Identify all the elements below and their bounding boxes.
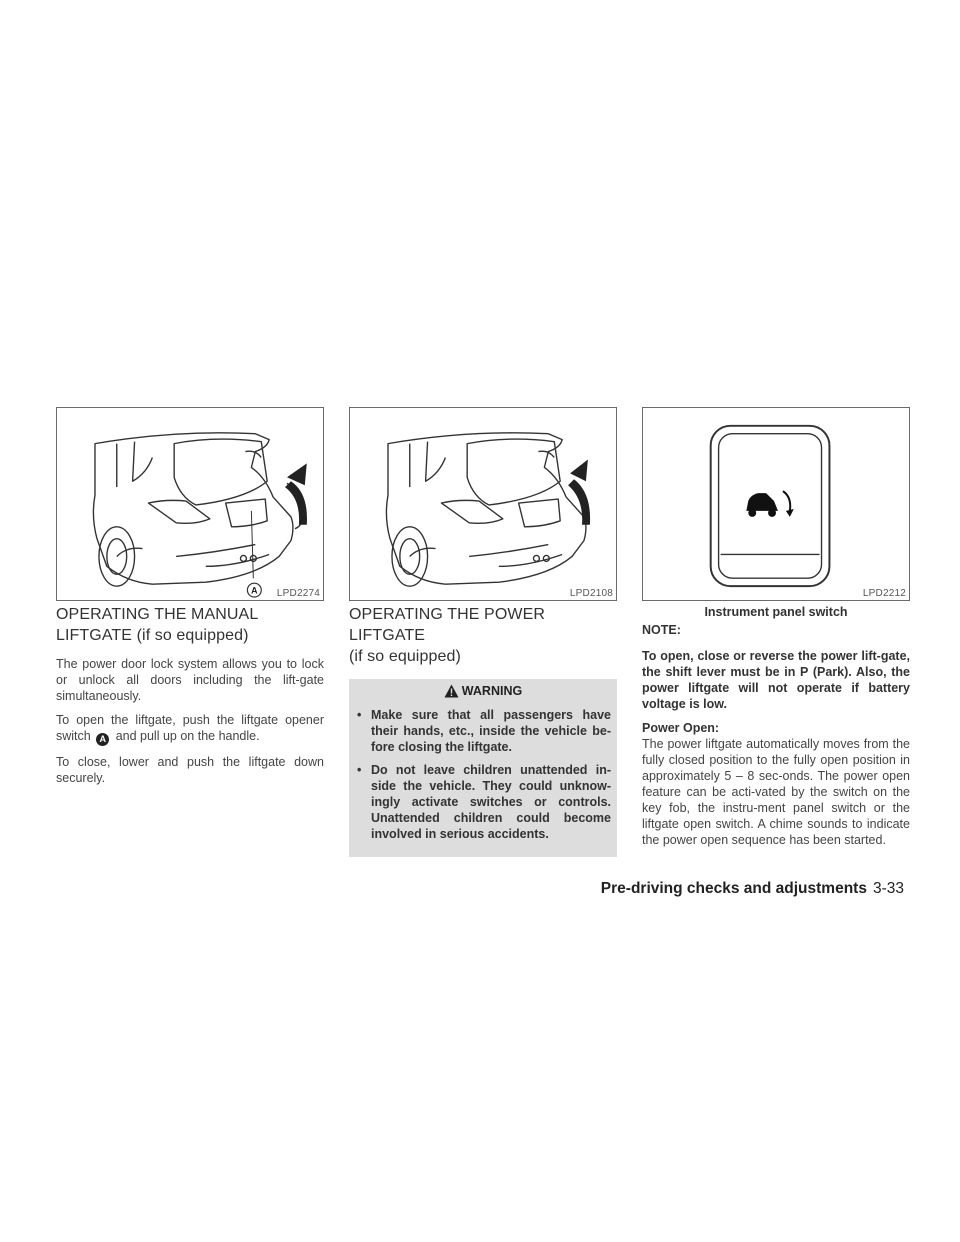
warning-item: • Make sure that all passengers have their hands, etc., inside the vehicle be-fore closing the liftgate. xyxy=(357,708,611,754)
figure-manual-liftgate xyxy=(56,407,324,601)
figure-power-liftgate xyxy=(349,407,617,601)
figure-caption: Instrument panel switch xyxy=(704,605,848,619)
warning-list xyxy=(349,703,617,851)
vehicle-rear-illustration xyxy=(350,408,616,600)
paragraph-text: and pull up on the handle. xyxy=(115,729,260,743)
figure-callout-a: A xyxy=(251,585,258,596)
manual-liftgate-section xyxy=(56,604,324,794)
switch-illustration xyxy=(643,408,909,600)
power-open-text: The power liftgate automatically moves from the fully closed position to the fully open position in approximately 5 – 8 sec-onds. The power open feature can be acti-vated by the switch on the key fob, the instru-ment panel switch or the liftgate open switch. A chime sounds to indicate the power open sequence has been started. xyxy=(642,737,910,847)
liftgate-icon xyxy=(746,491,794,517)
power-liftgate-section xyxy=(349,604,617,857)
page-footer xyxy=(601,880,904,898)
paragraph: The power door lock system allows you to lock or unlock all doors including the lift-gate simultaneously. xyxy=(56,657,324,703)
figure-instrument-panel-switch xyxy=(642,407,910,601)
warning-icon xyxy=(444,684,459,698)
warning-header xyxy=(349,679,617,703)
footer-section-title: Pre-driving checks and adjustments xyxy=(600,880,867,897)
figure-code: LPD2108 xyxy=(569,588,613,599)
note-text: To open, close or reverse the power lift-gate, the shift lever must be in P (Park). Also, the power liftgate will not operate if battery voltage is low. xyxy=(642,649,910,711)
figure-code: LPD2274 xyxy=(276,588,320,599)
section-title-line1: OPERATING THE MANUAL xyxy=(56,606,259,623)
section-title xyxy=(349,604,617,667)
paragraph: To close, lower and push the liftgate down securely. xyxy=(56,755,324,785)
warning-item: • Do not leave children unattended in-side the vehicle. They could unknow-ingly activate switches or controls. Unattended children could become involved in serious accidents. xyxy=(357,763,611,841)
note-label: NOTE: xyxy=(642,623,681,637)
section-title-line2: LIFTGATE (if so equipped) xyxy=(56,627,249,644)
paragraph-text: To open the liftgate, push the liftgate opener switch xyxy=(56,713,324,743)
power-liftgate-details xyxy=(642,604,910,856)
warning-text: Do not leave children unattended in-side the vehicle. They could unknow-ingly activate switches or controls. Unattended children could become involved in serious accidents. xyxy=(371,763,611,841)
warning-box xyxy=(349,679,617,857)
warning-label: WARNING xyxy=(461,684,523,698)
section-title xyxy=(56,604,324,646)
warning-text: Make sure that all passengers have their hands, etc., inside the vehicle be-fore closing the liftgate. xyxy=(371,708,611,754)
section-title-line1: OPERATING THE POWER LIFTGATE xyxy=(349,606,545,644)
figure-code: LPD2212 xyxy=(862,588,906,599)
callout-marker-a: A xyxy=(96,733,109,746)
power-open-heading: Power Open: xyxy=(642,721,720,735)
page-number: 3-33 xyxy=(872,880,904,897)
vehicle-rear-illustration xyxy=(57,408,323,600)
section-title-line2: (if so equipped) xyxy=(349,648,461,665)
paragraph xyxy=(56,712,324,746)
